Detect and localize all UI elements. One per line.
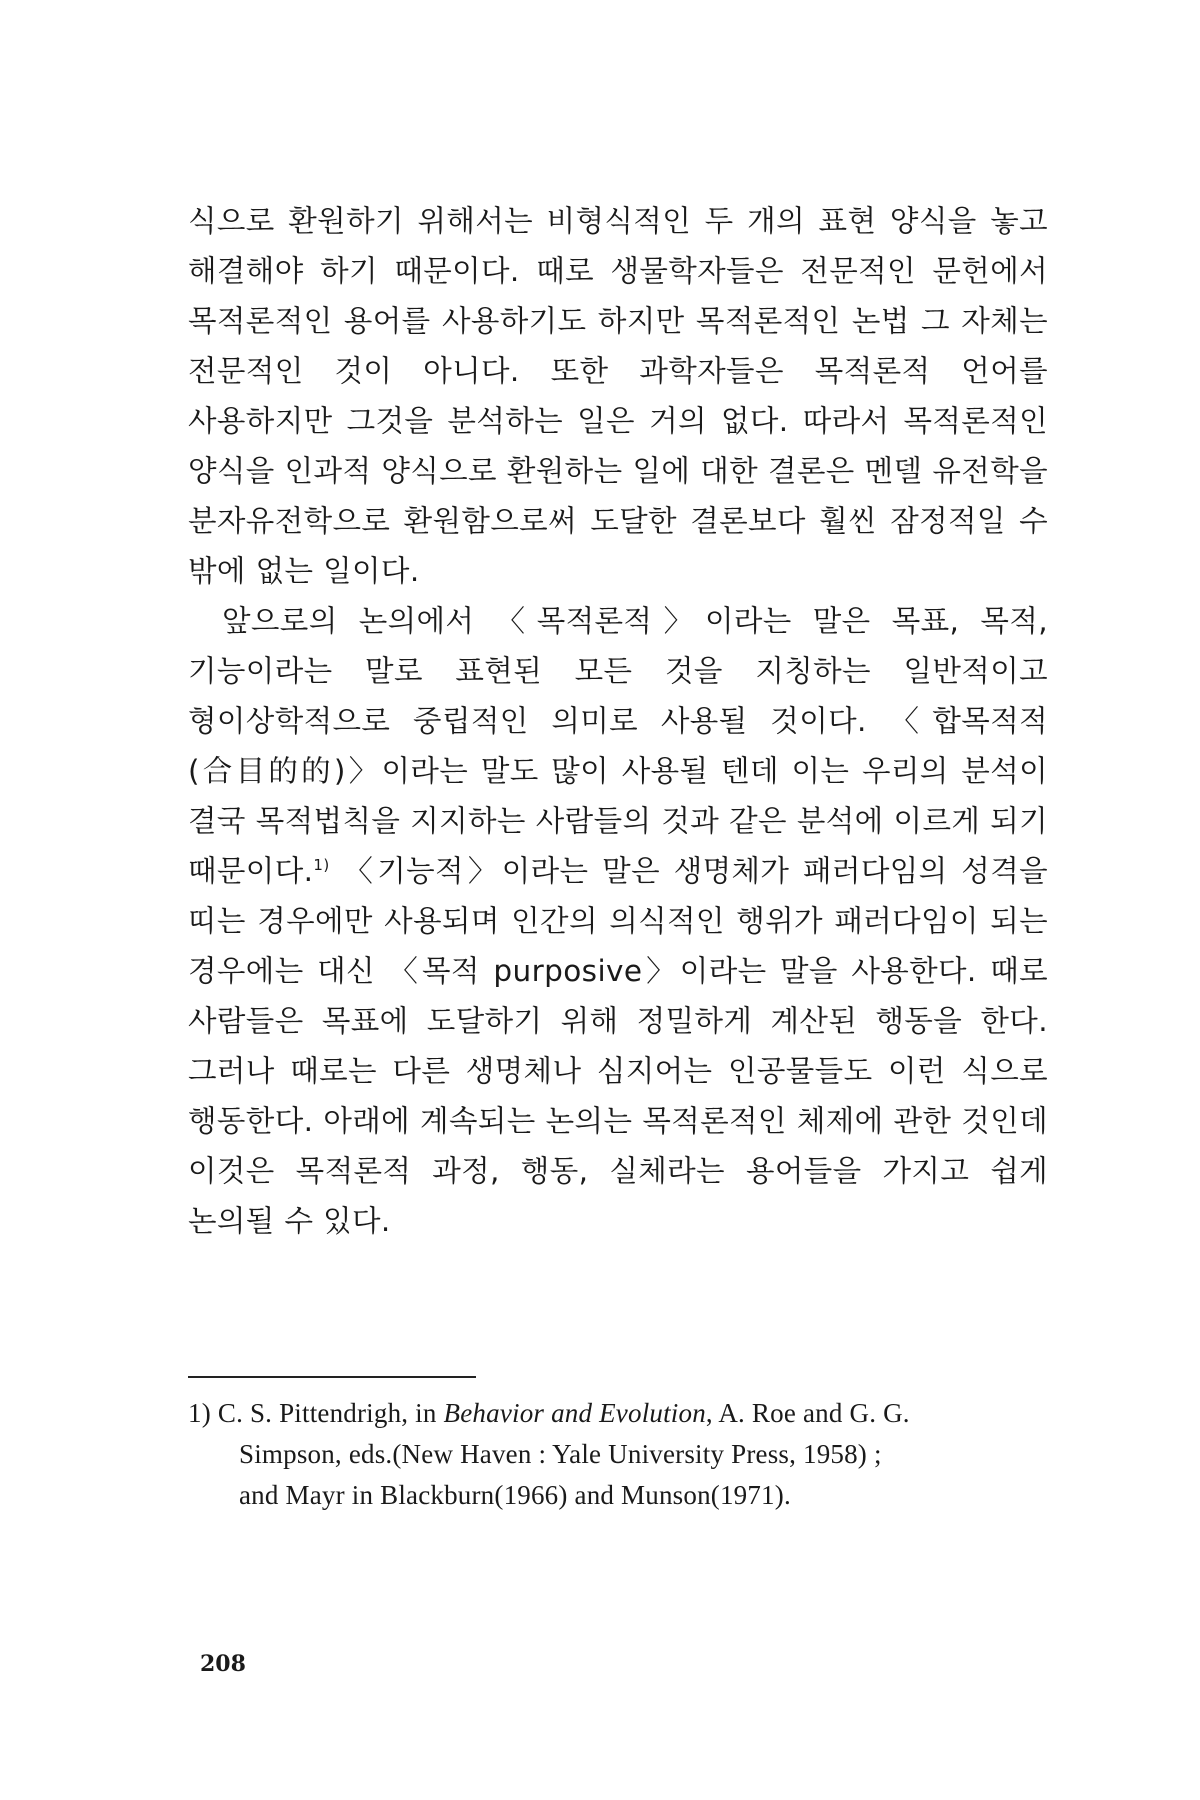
footnote-line-3: and Mayr in Blackburn(1966) and Munson(1971).: [239, 1480, 791, 1510]
footnote-line-1: [188, 1393, 1048, 1434]
footnote: [188, 1393, 1048, 1516]
paragraph-2-text-part-1: 앞으로의 논의에서 〈목적론적〉이라는 말은 목표, 목적, 기능이라는 말로 표현된 모든 것을 지칭하는 일반적이고 형이상학적으로 중립적인 의미로 사용될 것이다. 〈합목적적(合目的的)〉이라는 말도 많이 사용될 텐데 이는 우리의 분석이 결국 목적법칙을 지지하는 사람들의 것과 같은 분석에 이르게 되기 때문이다.: [188, 604, 1048, 888]
footnote-separator-rule: [188, 1376, 476, 1378]
footnote-citation-start: C. S. Pittendrigh, in: [217, 1398, 444, 1428]
paragraph-2-text-part-2: 〈기능적〉이라는 말은 생명체가 패러다임의 성격을 띠는 경우에만 사용되며 인간의 의식적인 행위가 패러다임이 되는 경우에는 대신 〈목적 purposive〉이라는 말을 사용한다. 때로 사람들은 목표에 도달하기 위해 정밀하게 계산된 행동을 한다. 그러나 때로는 다른 생명체나 심지어는 인공물들도 이런 식으로 행동한다. 아래에 계속되는 논의는 목적론적인 체제에 관한 것인데 이것은 목적론적 과정, 행동, 실체라는 용어들을 가지고 쉽게 논의될 수 있다.: [188, 854, 1048, 1238]
footnote-line-2: Simpson, eds.(New Haven : Yale University Press, 1958) ;: [239, 1439, 882, 1469]
footnote-book-title: Behavior and Evolution: [443, 1398, 706, 1428]
page-number: 208: [200, 1651, 246, 1677]
footnote-reference-marker: 1): [313, 856, 330, 875]
footnote-citation-editors: , A. Roe and G. G.: [705, 1398, 910, 1428]
paragraph-1: 식으로 환원하기 위해서는 비형식적인 두 개의 표현 양식을 놓고 해결해야 하기 때문이다. 때로 생물학자들은 전문적인 문헌에서 목적론적인 용어를 사용하기도 하지만 목적론적인 논법 그 자체는 전문적인 것이 아니다. 또한 과학자들은 목적론적 언어를 사용하지만 그것을 분석하는 일은 거의 없다. 따라서 목적론적인 양식을 인과적 양식으로 환원하는 일에 대한 결론은 멘델 유전학을 분자유전학으로 환원함으로써 도달한 결론보다 훨씬 잠정적일 수 밖에 없는 일이다.: [188, 204, 1048, 588]
footnote-number: 1): [188, 1398, 211, 1428]
paragraph-2: [188, 596, 1048, 1246]
body-text: [188, 196, 1048, 1246]
